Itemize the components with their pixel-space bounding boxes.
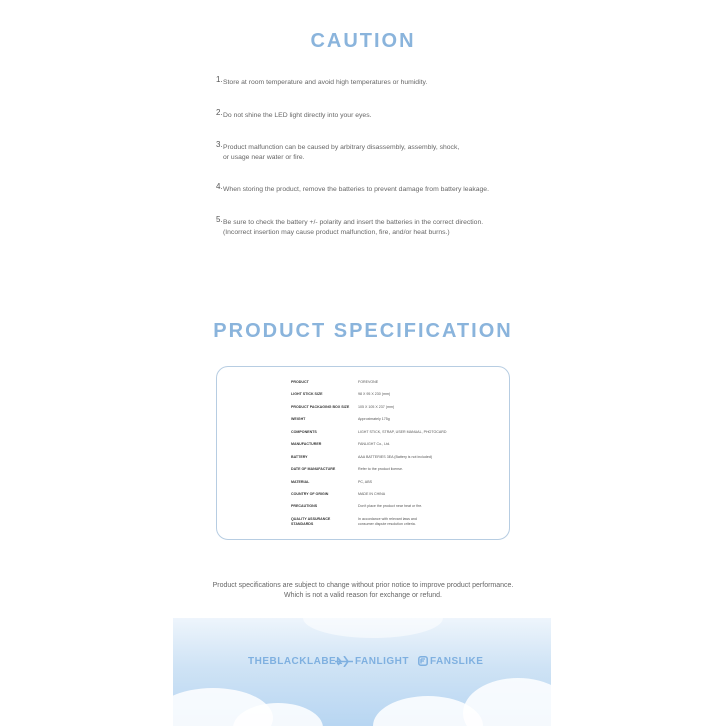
spec-value: AAA BATTERIES 3EA (Battery is not included) — [358, 455, 433, 459]
spec-value: FOREVONE — [358, 380, 379, 384]
fanslike-mark-icon — [418, 656, 428, 666]
caution-number: 4. — [216, 182, 223, 191]
notice — [0, 581, 726, 601]
spec-label: COUNTRY OF ORIGIN — [291, 492, 329, 496]
caution-title: CAUTION — [310, 30, 416, 52]
spec-label: PRODUCT — [291, 380, 309, 384]
spec-label: QUALITY ASSURANCE STANDARDS — [291, 517, 331, 526]
spec-title: PRODUCT SPECIFICATION — [213, 320, 513, 342]
caution-number: 1. — [216, 75, 223, 84]
spec-value: Approximately 175g — [358, 417, 390, 421]
spec-label: COMPONENTS — [291, 430, 317, 434]
caution-text: Do not shine the LED light directly into your eyes. — [223, 112, 372, 119]
spec-label: MATERIAL — [291, 480, 310, 484]
spec-value: Don't place the product near heat or fire. — [358, 504, 423, 508]
spec-label: PRODUCT PACKAGING BOX SIZE — [291, 405, 350, 409]
caution-text: When storing the product, remove the batteries to prevent damage from battery leakage. — [223, 186, 489, 193]
spec-value: 105 X 105 X 237 (mm) — [358, 405, 395, 409]
spec-value: PC, ABS — [358, 480, 372, 484]
caution-number: 3. — [216, 140, 223, 149]
fanslike-logo — [418, 656, 483, 667]
plane-icon — [335, 656, 353, 667]
sky-banner — [173, 618, 551, 726]
cloud — [463, 678, 551, 726]
fanslike-logo-text: FANSLIKE — [430, 656, 484, 667]
spec-value: MADE IN CHINA — [358, 492, 386, 496]
spec-value: Refer to the product license. — [358, 467, 403, 471]
spec-value: In accordance with relevant laws and consumer dispute resolution criteria. — [358, 517, 417, 526]
logo-row — [173, 656, 551, 670]
caution-text: Be sure to check the battery +/- polarity and insert the batteries in the correct direction. (Incorrect insertion may cause product malfunction, fire, and/or heat burns.) — [223, 219, 484, 236]
fanlight-logo-text: FANLIGHT — [355, 656, 409, 668]
theblacklabel-logo: THEBLACKLABEL — [248, 656, 343, 667]
caution-number: 2. — [216, 108, 223, 117]
fanlight-logo — [335, 656, 409, 667]
caution-text: Store at room temperature and avoid high temperatures or humidity. — [223, 79, 428, 86]
spec-label: LIGHT STICK SIZE — [291, 392, 323, 396]
spec-value: LIGHT STICK, STRAP, USER MANUAL, PHOTOCARD — [358, 430, 447, 434]
spec-label: PRECAUTIONS — [291, 504, 318, 508]
notice-line: Which is not a valid reason for exchange or refund. — [284, 592, 442, 599]
spec-value: 98 X 95 X 230 (mm) — [358, 392, 391, 396]
spec-label: MANUFACTURER — [291, 442, 322, 446]
caution-number: 5. — [216, 215, 223, 224]
spec-label: DATE OF MANUFACTURE — [291, 467, 336, 471]
cloud — [303, 618, 443, 638]
spec-value: FANLIGHT Co., Ltd. — [358, 442, 391, 446]
spec-label: BATTERY — [291, 455, 308, 459]
spec-label: WEIGHT — [291, 417, 306, 421]
notice-line: Product specifications are subject to change without prior notice to improve product performance. — [212, 582, 514, 589]
spec-card — [216, 366, 510, 540]
caution-text: Product malfunction can be caused by arbitrary disassembly, assembly, shock, or usage near water or fire. — [223, 144, 460, 161]
